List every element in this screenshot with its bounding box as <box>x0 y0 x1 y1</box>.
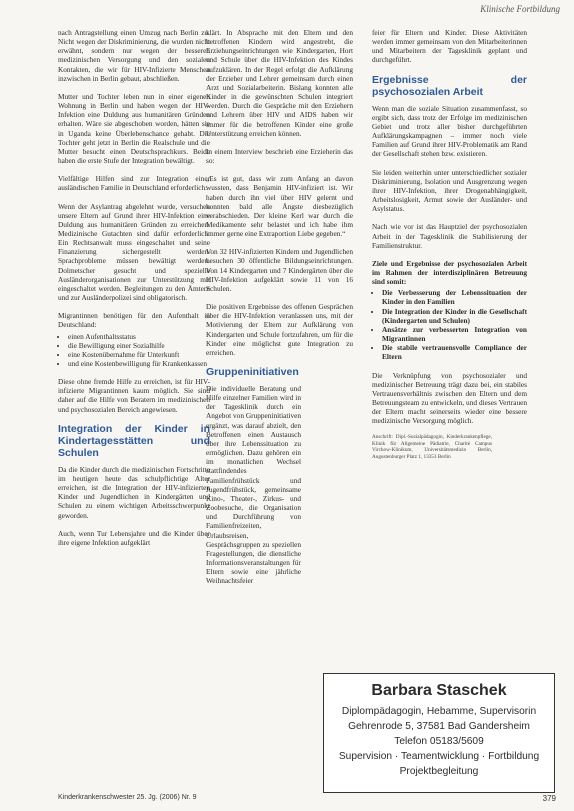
ad-services-2: Projektbegleitung <box>399 766 479 777</box>
paragraph: Da die Kinder durch die medizinischen Fortschritte im heutigen heute das schulpflichtige Alter erreichen, ist die Integration der HIV-infizierten Kinder und Jugendlichen in Kindergärten und Schulen zu einem wichtigen Arbeitsschwerpunkt geworden. <box>58 464 210 520</box>
section-header: Klinische Fortbildung <box>480 4 560 14</box>
column-3 <box>372 28 527 460</box>
paragraph: Die individuelle Beratung und Hilfe einzelner Familien wird in der Tagesklinik durch ein Angebot von Gruppeninitiativen ergänzt, was darauf abzielt, den Betroffenen einen Austausch über ihre Lebenssituation zu ermöglichen. Dazu gehören ein im monatlichen Wechsel stattfindendes Familienfrühstück und Jugendfrühstück, gemeinsame Kino-, Theater-, Zirkus- und Zoobesuche, die Organisation und Durchführung von Familienfreizeiten, Urlaubsreisen, Gesprächsgruppen zu speziellen Fragestellungen, die dienstliche Informationsveranstaltungen für Eltern sowie eine jährliche Weihnachtsfeier <box>206 384 301 586</box>
list-item: • Die stabile vertrauensvolle Compliance der Eltern <box>382 343 527 361</box>
paragraph: Die positiven Ergebnisse des offenen Gesprächen über die HIV-Infektion veranlassen uns, mit der Motivierung der Eltern zur Aufklärung von Kindergarten und Schule fortzufahren, um für die Kinder eine möglichst gute Integration zu erreichen. <box>206 302 353 357</box>
requirements-list <box>58 332 210 369</box>
ad-services: Supervision · Teamentwicklung · Fortbildung <box>338 751 540 762</box>
list-item: • eine Kostenübernahme für Unterkunft <box>68 350 210 359</box>
section-heading-gruppen: Gruppeninitiativen <box>206 366 299 378</box>
paragraph: Nach wie vor ist das Hauptziel der psychosozialen Arbeit in der Tagesklinik die Stabilisierung der Familienstruktur. <box>372 222 527 250</box>
paragraph: Vielfältige Hilfen sind zur Integration einer ausländischen Familie in Deutschland erforderlich: <box>58 174 210 193</box>
list-item: • Ansätze zur verbesserten Integration von Migrantinnen <box>382 325 527 343</box>
author-address: Anschrift: Dipl.-Sozialpädagogin, Kinderkrankenpflege, Klinik für Allgemeine Pädiatrie, Charité Campus Virchow-Klinikum, Universitätsmedizin Berlin, Augustenburger Platz 1, 13353 Berlin <box>372 434 492 460</box>
ad-phone: Telefon 05183/5609 <box>394 736 484 747</box>
paragraph: klärt. In Absprache mit den Eltern und den betroffenen Kindern wird angestrebt, die Erziehungseinrichtungen wie Kindergarten, Hort und Schule über die HIV-Infektion des Kindes aufzuklären. In der Regel erfolgt die Aufklärung der Erzieher und Lehrer gemeinsam durch einen Arzt und Sozialarbeiterin. Bislang konnten alle Kinder in die gewünschten Schulen integriert werden. Durch die Gespräche mit den Erziehern und Lehrern über HIV und AIDS haben wir immer für die betroffenen Kinder eine große Unterstützung erreichen können. <box>206 28 353 138</box>
paragraph: nach Antragstellung einen Umzug nach Berlin zu. Nicht wegen der Diskriminierung, die wurden nicht erwähnt, sondern nur wegen der besseren medizinischen Versorgung und den sozialen Kontakten, die wir für HIV-Infizierte Menschen inzwischen in Berlin gebaut, abschließen. <box>58 28 210 83</box>
list-item: • Die Verbesserung der Lebenssituation der Kinder in den Familien <box>382 288 527 306</box>
paragraph: Wenn der Asylantrag abgelehnt wurde, versuchen unsere Eltern auf Grund ihrer HIV-Infektion eine Duldung aus humanitären Gründen zu erreichen. Medizinische Gutachten sind dafür erforderlich. Ein Rechtsanwalt muss eingeschaltet und seine Finanzierung sichergestellt werden. Sprachprobleme müssen bewältigt werden. Dolmetscher gesucht und spezielle Ausländerorganisationen zur Unterstützung mit eingeschaltet werden. Begleitungen zu den Ämtern und zur Ausländerpolizei sind obligatorisch. <box>58 201 210 303</box>
paragraph: Von 32 HIV-infizierten Kindern und Jugendlichen besuchen 30 öffentliche Bildungseinrichtungen. Von 14 Kindergarten und 7 Kindergärten über die HIV-Infektion aufgeklärt sowie 11 von 16 Schulen. <box>206 247 353 293</box>
ad-profession: Diplompädagogin, Hebamme, Supervisorin <box>341 706 537 717</box>
paragraph: Mutter und Tochter leben nun in einer eigenen Wohnung in Berlin und haben wegen der HIV-Infektion eine Duldung aus humanitären Gründen erhalten. Wäre sie abgeschoben worden, hätten sie in Uganda keine Überlebenschance gehabt. Die Tochter geht jetzt in Berlin die Realschule und die Mutter besucht einen Deutschsprachkurs. Beide haben die erste Stufe der Integration bewältigt. <box>58 91 210 166</box>
paragraph: Ziele und Ergebnisse der psychosozialen Arbeit im Rahmen der interdisziplinären Betreuung sind somit: <box>372 258 527 287</box>
goals-list <box>372 288 527 361</box>
paragraph: Auch, wenn Tur Lebensjahre und die Kinder über ihre eigene Infektion aufgeklärt <box>58 528 210 547</box>
paragraph: Migrantinnen benötigen für den Aufenthalt in Deutschland: <box>58 311 210 330</box>
advertisement-box <box>323 673 555 793</box>
list-item: • einen Aufenthaltsstatus <box>68 332 210 341</box>
paragraph: Sie leiden weiterhin unter unterschiedlicher sozialer Diskriminierung, Isolation und Ausgrenzung wegen ihrer HIV-Infektion, ihrer Drogenabhängigkeit, Arbeitslosigkeit, Armut sowie der Ausländer- und Asylstatus. <box>372 167 527 214</box>
list-item: • und eine Kostenbewilligung für Krankenkassen <box>68 359 210 368</box>
paragraph: Wenn man die soziale Situation zusammenfasst, so ergibt sich, dass trotz der Erfolge im medizinischen Gebiet und trotz aller bisher durchgeführten Aufklärungskampagnen – immer noch viele Familien auf Grund ihrer HIV-Problematik am Rand der Gesellschaft stehen bzw. existieren. <box>372 103 527 159</box>
page-number: 379 <box>542 794 556 803</box>
journal-footer: Kinderkrankenschwester 25. Jg. (2006) Nr. 9 <box>58 794 197 801</box>
section-heading-integration: Integration der Kinder in Kindertagesstätten und Schulen <box>58 422 210 459</box>
list-item: • die Bewilligung einer Sozialhilfe <box>68 341 210 350</box>
section-heading-ergebnisse: Ergebnisse der psychosozialen Arbeit <box>372 73 527 98</box>
column-2 <box>206 28 353 594</box>
list-item: • Die Integration der Kinder in die Gesellschaft (Kindergarten und Schulen) <box>382 307 527 325</box>
quote-paragraph: „Es ist gut, dass wir zum Anfang an davon wussten, dass Benjamin HIV-infiziert ist. Wir haben durch ihn viel über HIV gelernt und konnten bald alle Ängste diesbezüglich verabschieden. Der kleine Kerl war durch die Medikamente sehr belastet und ich habe ihm immer gerne eine Extraportion Liebe gegeben.“ <box>206 174 353 239</box>
paragraph: Diese ohne fremde Hilfe zu erreichen, ist für HIV-infizierte Migrantinnen kaum möglich. Sie sind daher auf die Hilfe von Beratern im medizinischen und psychosozialen Bereich angewiesen. <box>58 377 210 414</box>
ad-name: Barbara Staschek <box>371 682 507 699</box>
paragraph: In einem Interview beschrieb eine Erzieherin das so: <box>206 146 353 166</box>
ad-address: Gehrenrode 5, 37581 Bad Gandersheim <box>348 721 530 732</box>
column-1 <box>58 28 210 556</box>
paragraph: Die Verknüpfung von psychosozialer und medizinischer Betreuung trägt dazu bei, ein stabiles Vertrauensverhältnis zwischen den Eltern und dem Betreuungsteam zu entwickeln, und dieses Vertrauen der Eltern macht seinerseits wieder eine bessere medizinische Versorgung möglich. <box>372 370 527 426</box>
paragraph: feier für Eltern und Kinder. Diese Aktivitäten werden immer gemeinsam von den Mitarbeiterinnen und Mitarbeitern der Tagesklinik geplant und durchgeführt. <box>372 28 527 65</box>
